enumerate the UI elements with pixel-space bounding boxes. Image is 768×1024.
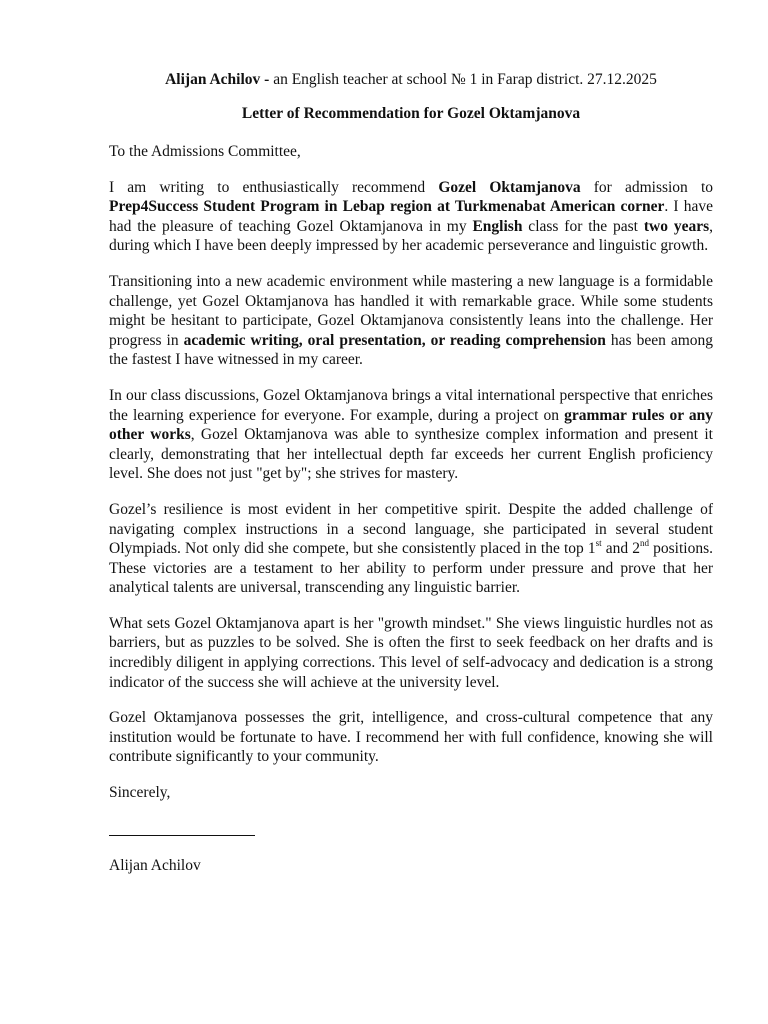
p4-sup-nd: nd [640, 537, 650, 548]
closing: Sincerely, [109, 784, 171, 802]
p1-text-2: for admission to [580, 178, 714, 196]
p1-text-4: class for the past [522, 217, 644, 235]
salutation: To the Admissions Committee, [109, 143, 301, 160]
p4-sup-st: st [595, 537, 602, 548]
p2-bold-skills: academic writing, oral presentation, or reading comprehension [183, 331, 606, 349]
letter-page [109, 66, 713, 875]
letter-header [109, 66, 713, 94]
paragraph-5: What sets Gozel Oktamjanova apart is her "growth mindset." She views linguistic hurdles not as barriers, but as puzzles to be solved. She is often the first to seek feedback on her drafts and is incredibly diligent in applying corrections. This level of self-advocacy and dedication is a strong indicator of the success she will achieve at the university level. [109, 614, 713, 691]
paragraph-4 [109, 500, 713, 598]
p1-bold-subject: English [472, 217, 523, 235]
p3-bold-project: grammar rules or any other works [109, 406, 713, 444]
p2-text-2: has been among the fastest I have witnessed in my career. [109, 331, 714, 369]
author-name: Alijan Achilov - [165, 71, 270, 88]
p2-text-1: Transitioning into a new academic environment while mastering a new language is a formidable challenge, yet Gozel Oktamjanova has handled it with remarkable grace. While some students might be hesitant to participate, Gozel Oktamjanova consistently leans into the challenge. Her progress in [109, 272, 713, 349]
letter-title: Letter of Recommendation for Gozel Oktamjanova [241, 105, 581, 122]
signature-name: Alijan Achilov [109, 856, 201, 874]
paragraph-1 [109, 178, 713, 256]
p1-text-1: I am writing to enthusiastically recommend [109, 178, 439, 196]
p3-text-2: , Gozel Oktamjanova was able to synthesize complex information and present it clearly, demonstrating that her intellectual depth far exceeds her current English proficiency level. She does not just "get by"; she strives for mastery. [109, 426, 713, 483]
signature-line [109, 835, 255, 836]
p1-text-3: . I have had the pleasure of teaching Gozel Oktamjanova in my [109, 198, 713, 235]
p1-bold-program: Prep4Success Student Program in Lebap region at Turkmenabat American corner [109, 198, 665, 216]
paragraph-3 [109, 386, 713, 484]
author-details: an English teacher at school № 1 in Farap district. 27.12.2025 [269, 71, 657, 88]
p3-text-1: In our class discussions, Gozel Oktamjanova brings a vital international perspective that enriches the learning experience for everyone. For example, during a project on [109, 386, 713, 424]
p4-text-3: positions. These victories are a testament to her ability to perform under pressure and prove that her analytical talents are universal, transcending any linguistic barrier. [109, 540, 713, 597]
p1-bold-duration: two years [643, 217, 710, 235]
paragraph-6: Gozel Oktamjanova possesses the grit, intelligence, and cross-cultural competence that any institution would be fortunate to have. I recommend her with full confidence, knowing she will contribute significantly to your community. [109, 709, 713, 766]
p4-text-2: and 2 [601, 540, 641, 558]
p1-text-5: , during which I have been deeply impressed by her academic perseverance and linguistic growth. [109, 217, 713, 255]
p1-bold-student-name: Gozel Oktamjanova [438, 178, 581, 196]
p4-text-1: Gozel’s resilience is most evident in her competitive spirit. Despite the added challenge of navigating complex instructions in a second language, she participated in several student Olympiads. Not only did she compete, but she consistently placed in the top 1 [109, 500, 713, 558]
paragraph-2 [109, 272, 713, 370]
